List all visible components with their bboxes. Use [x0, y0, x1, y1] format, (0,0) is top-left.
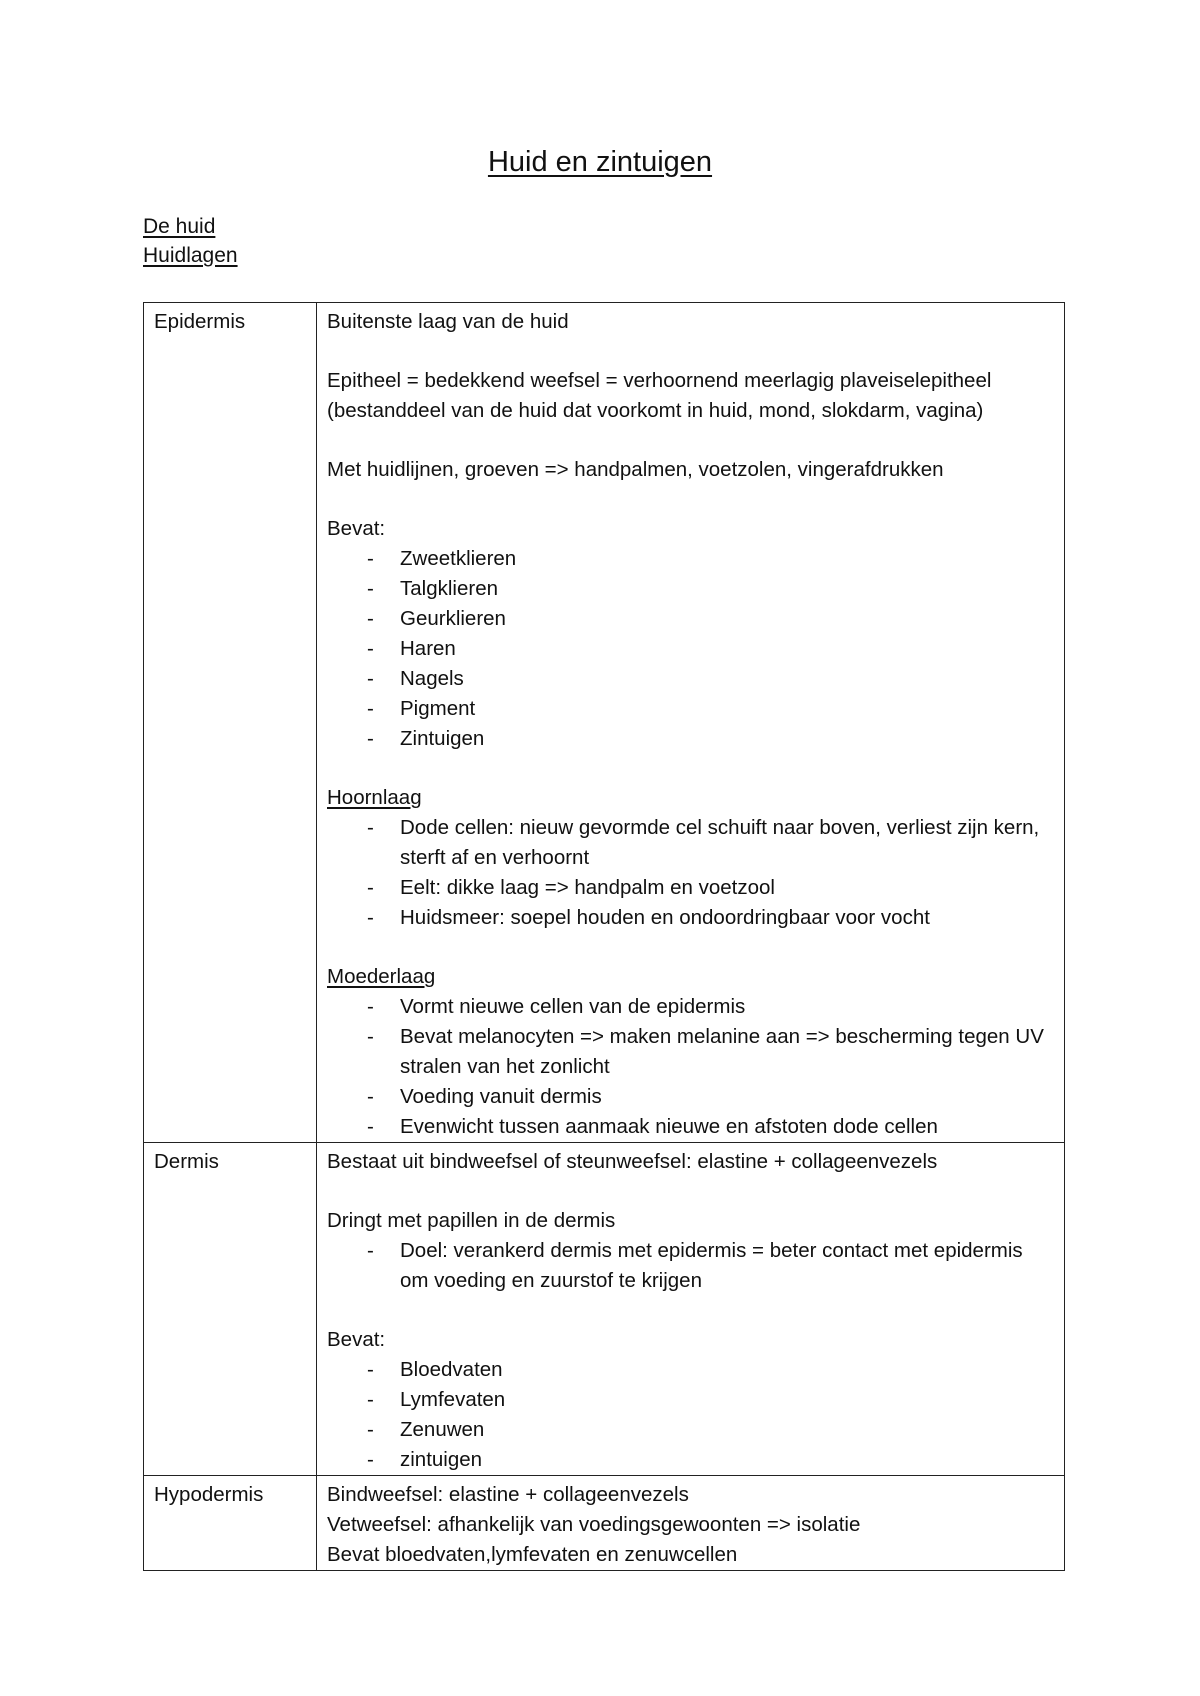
- row-content-dermis: [317, 1143, 1065, 1476]
- hypodermis-line: Bindweefsel: elastine + collageenvezels: [327, 1483, 689, 1506]
- list-item: - Evenwicht tussen aanmaak nieuwe en afstoten dode cellen: [367, 1112, 1054, 1142]
- dermis-bevat-label: Bevat:: [327, 1328, 386, 1351]
- list-item: - Zweetklieren: [367, 544, 1054, 574]
- hoornlaag-list: [327, 813, 1054, 933]
- epidermis-epitheel-line-2: (bestanddeel van de huid dat voorkomt in huid, mond, slokdarm, vagina): [327, 399, 984, 422]
- table-row-dermis: [144, 1143, 1065, 1476]
- row-content-hypodermis: [317, 1476, 1065, 1571]
- epidermis-huidlijnen: Met huidlijnen, groeven => handpalmen, voetzolen, vingerafdrukken: [327, 458, 944, 481]
- epidermis-bevat-label: Bevat:: [327, 517, 386, 540]
- row-label-hypodermis: Hypodermis: [144, 1476, 317, 1571]
- document-title: Huid en zintuigen: [487, 146, 713, 178]
- skin-layers-table: [143, 302, 1065, 1571]
- dermis-bevat-list: [327, 1355, 1054, 1475]
- list-item: - Haren: [367, 634, 1054, 664]
- list-item: - Zenuwen: [367, 1415, 1054, 1445]
- list-item: - Doel: verankerd dermis met epidermis = beter contact met epidermis om voeding en zuurstof te krijgen: [367, 1236, 1054, 1296]
- dermis-papillen: Dringt met papillen in de dermis: [327, 1209, 616, 1232]
- list-item: - Bevat melanocyten => maken melanine aan => bescherming tegen UV stralen van het zonlicht: [367, 1022, 1054, 1082]
- row-label-dermis: Dermis: [144, 1143, 317, 1476]
- table-row-hypodermis: [144, 1476, 1065, 1571]
- list-item: - Pigment: [367, 694, 1054, 724]
- epidermis-intro: Buitenste laag van de huid: [327, 310, 569, 333]
- row-content-epidermis: [317, 303, 1065, 1143]
- dermis-doel-list: [327, 1236, 1054, 1296]
- table-row-epidermis: [144, 303, 1065, 1143]
- hypodermis-line: Bevat bloedvaten,lymfevaten en zenuwcellen: [327, 1543, 738, 1566]
- subsection-heading: Huidlagen: [143, 244, 238, 267]
- list-item: - Bloedvaten: [367, 1355, 1054, 1385]
- epidermis-bevat-list: [327, 544, 1054, 754]
- hoornlaag-heading: Hoornlaag: [327, 786, 422, 809]
- section-heading: De huid: [143, 215, 216, 238]
- list-item: - Talgklieren: [367, 574, 1054, 604]
- list-item: - Vormt nieuwe cellen van de epidermis: [367, 992, 1054, 1022]
- list-item: - Eelt: dikke laag => handpalm en voetzool: [367, 873, 1054, 903]
- list-item: - Dode cellen: nieuw gevormde cel schuift naar boven, verliest zijn kern, sterft af en verhoornt: [367, 813, 1054, 873]
- list-item: - Lymfevaten: [367, 1385, 1054, 1415]
- list-item: - Voeding vanuit dermis: [367, 1082, 1054, 1112]
- hypodermis-line: Vetweefsel: afhankelijk van voedingsgewoonten => isolatie: [327, 1513, 861, 1536]
- list-item: - Zintuigen: [367, 724, 1054, 754]
- moederlaag-heading: Moederlaag: [327, 965, 436, 988]
- dermis-intro: Bestaat uit bindweefsel of steunweefsel: elastine + collageenvezels: [327, 1150, 938, 1173]
- list-item: - Geurklieren: [367, 604, 1054, 634]
- moederlaag-list: [327, 992, 1054, 1142]
- list-item: - Huidsmeer: soepel houden en ondoordringbaar voor vocht: [367, 903, 1054, 933]
- list-item: - zintuigen: [367, 1445, 1054, 1475]
- list-item: - Nagels: [367, 664, 1054, 694]
- row-label-epidermis: Epidermis: [144, 303, 317, 1143]
- epidermis-epitheel-line-1: Epitheel = bedekkend weefsel = verhoornend meerlagig plaveiselepitheel: [327, 369, 992, 392]
